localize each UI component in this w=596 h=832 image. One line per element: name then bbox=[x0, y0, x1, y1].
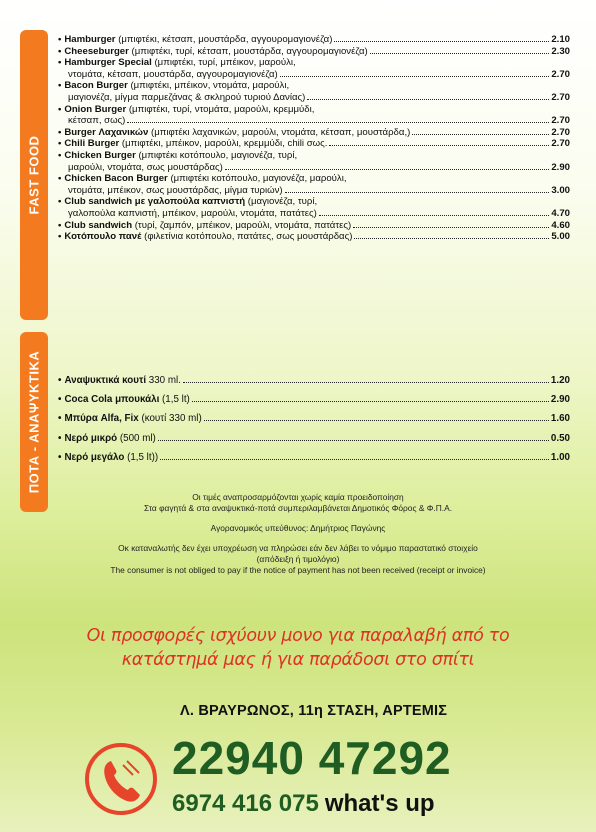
menu-item-name: Hamburger bbox=[64, 34, 116, 45]
food-menu-list bbox=[58, 34, 570, 243]
menu-item bbox=[58, 173, 570, 196]
drink-item-line bbox=[58, 390, 570, 409]
dot-leader bbox=[329, 145, 549, 146]
menu-item-name: Hamburger Special bbox=[64, 57, 152, 69]
drinks-section-band bbox=[20, 332, 48, 512]
bullet-icon: • bbox=[58, 173, 62, 185]
menu-item-desc: (μπιφτέκι, τυρί, ντομάτα, μαρούλι, κρεμμύδι, bbox=[126, 103, 315, 115]
bullet-icon: • bbox=[58, 45, 62, 57]
bullet-icon: • bbox=[58, 34, 62, 45]
mobile-number-line bbox=[172, 789, 435, 819]
menu-item-line bbox=[58, 92, 570, 104]
menu-item-line bbox=[58, 34, 570, 46]
menu-item bbox=[58, 127, 570, 139]
menu-item-text bbox=[58, 46, 368, 58]
menu-item-name: Club sandwich bbox=[64, 219, 133, 231]
menu-item-price: 2.30 bbox=[551, 45, 570, 57]
note-receipt-greek: Οκ καταναλωτής δεν έχει υποχρέωση να πληρώσει εάν δεν λάβει το νόμιμο παραστατικό στοιχείο bbox=[118, 543, 478, 553]
dot-leader bbox=[183, 382, 549, 383]
drinks-menu-list bbox=[58, 371, 570, 467]
bullet-icon: • bbox=[58, 103, 62, 115]
menu-item-name: Cheeseburger bbox=[64, 45, 129, 57]
phone-number[interactable]: 22940 47292 bbox=[172, 732, 452, 784]
drink-item-line bbox=[58, 448, 570, 467]
bullet-icon: • bbox=[58, 413, 62, 425]
menu-item-desc: (φιλετίνια κοτόπουλο, πατάτες, σως μουστάρδας) bbox=[141, 231, 353, 243]
drink-item-text bbox=[58, 429, 156, 448]
dot-leader bbox=[160, 459, 549, 460]
note-prices: Οι τιμές αναπροσαρμόζονται χωρίς καμία προειδοποίηση bbox=[192, 492, 404, 502]
menu-item-text bbox=[58, 196, 317, 208]
drink-item-text bbox=[58, 409, 202, 428]
dot-leader bbox=[307, 99, 549, 100]
menu-item-desc: (τυρί, ζαμπόν, μπέικον, μαρούλι, ντομάτα, πατάτες) bbox=[132, 219, 352, 231]
drink-item-desc: 330 ml. bbox=[146, 375, 181, 386]
drink-item-name: Μπύρα Alfa, Fix bbox=[64, 413, 139, 425]
drink-item bbox=[58, 371, 570, 390]
drink-item-name: Νερό μεγάλο bbox=[64, 451, 125, 463]
bullet-icon: • bbox=[58, 80, 62, 92]
dot-leader bbox=[158, 440, 549, 441]
dot-leader bbox=[319, 215, 549, 216]
menu-item-price: 2.70 bbox=[551, 91, 570, 103]
offer-line-2: κατάστημά μας ή για παράδοσι στο σπίτι bbox=[121, 650, 475, 670]
menu-item-line bbox=[58, 115, 570, 127]
drink-item-desc: (1,5 lt) bbox=[159, 394, 190, 406]
menu-item-desc-cont: ντομάτα, μπέικον, σως μουστάρδας, μίγμα τυριών) bbox=[68, 184, 283, 196]
mobile-number[interactable]: 6974 416 075 bbox=[172, 790, 319, 817]
drink-item-price: 1.00 bbox=[550, 451, 570, 463]
dot-leader bbox=[370, 53, 550, 54]
bullet-icon: • bbox=[58, 138, 62, 150]
dot-leader bbox=[334, 41, 549, 42]
menu-item bbox=[58, 231, 570, 243]
menu-item-desc: (μπιφτέκι κοτόπουλο, μαγιονέζα, τυρί, bbox=[135, 149, 298, 161]
menu-item bbox=[58, 220, 570, 232]
drink-item-price: 0.50 bbox=[550, 432, 570, 444]
bullet-icon: • bbox=[58, 394, 62, 406]
drink-item-desc: (500 ml) bbox=[117, 432, 156, 444]
drink-item-desc: (κουτί 330 ml) bbox=[138, 413, 202, 425]
dot-leader bbox=[354, 238, 549, 239]
menu-item-line bbox=[58, 208, 570, 220]
dot-leader bbox=[285, 192, 550, 193]
menu-item-line bbox=[58, 127, 570, 139]
menu-item-price: 2.70 bbox=[551, 68, 570, 80]
dot-leader bbox=[127, 122, 549, 123]
menu-item-text bbox=[58, 138, 327, 150]
menu-item bbox=[58, 57, 570, 80]
drink-item-price: 1.20 bbox=[550, 375, 570, 386]
menu-item-line bbox=[58, 173, 570, 185]
drinks-section-title: ΠΟΤΑ - ΑΝΑΨΥΚΤΙΚΑ bbox=[26, 350, 42, 494]
note-responsible: Αγορανομικός υπεύθυνος: Δημήτριος Παγώνης bbox=[210, 523, 386, 533]
menu-item-desc: (μπιφτέκι κοτόπουλο, μαγιονέζα, μαρούλι, bbox=[167, 173, 347, 185]
bullet-icon: • bbox=[58, 375, 62, 386]
note-receipt-greek-2: (απόδειξη ή τιμολόγιο) bbox=[256, 554, 340, 564]
menu-item-desc-cont: ντομάτα, κέτσαπ, μουστάρδα, αγγουρομαγιονέζα) bbox=[68, 68, 278, 80]
menu-item-price: 2.10 bbox=[551, 34, 570, 45]
menu-item-desc: (μπιφτέκι, μπέικον, ντομάτα, μαρούλι, bbox=[127, 80, 290, 92]
menu-item-text bbox=[58, 173, 347, 185]
menu-item-name: Onion Burger bbox=[64, 103, 127, 115]
menu-item-line bbox=[58, 46, 570, 58]
drink-item-text bbox=[58, 371, 181, 390]
menu-item-desc: (μαγιονέζα, τυρί, bbox=[245, 196, 318, 208]
drink-item bbox=[58, 429, 570, 448]
menu-item-name: Κοτόπουλο πανέ bbox=[64, 231, 142, 243]
menu-item-name: Chicken Burger bbox=[64, 149, 136, 161]
menu-item-desc-cont: γαλοπούλα καπνιστή, μπέικον, μαρούλι, ντομάτα, πατάτες) bbox=[68, 207, 317, 219]
menu-item-price: 2.70 bbox=[551, 115, 570, 127]
note-receipt-english: The consumer is not obliged to pay if the notice of payment has not been received (receipt or invoice) bbox=[110, 565, 486, 575]
menu-item-name: Bacon Burger bbox=[64, 80, 128, 92]
menu-item-text bbox=[58, 104, 314, 116]
bullet-icon: • bbox=[58, 231, 62, 243]
menu-item bbox=[58, 150, 570, 173]
dot-leader bbox=[192, 401, 549, 402]
drink-item-name: Coca Cola μπουκάλι bbox=[64, 394, 160, 406]
dot-leader bbox=[353, 227, 549, 228]
menu-item-price: 4.70 bbox=[551, 207, 570, 219]
menu-item-name: Chili Burger bbox=[64, 138, 120, 150]
bullet-icon: • bbox=[58, 451, 62, 463]
menu-item-line bbox=[58, 69, 570, 81]
menu-item-desc-cont: μαγιονέζα, μίγμα παρμεζάνας & σκληρού τυριού Δανίας) bbox=[68, 91, 306, 103]
store-address: Λ. ΒΡΑΥΡΩΝΟΣ, 11η ΣΤΑΣΗ, ΑΡΤΕΜΙΣ bbox=[180, 703, 448, 719]
menu-item-text bbox=[58, 150, 297, 162]
drink-item-desc: (1,5 lt)) bbox=[124, 451, 159, 463]
menu-item-line bbox=[58, 138, 570, 150]
menu-item-line bbox=[58, 150, 570, 162]
menu-item-text bbox=[58, 127, 410, 139]
menu-item-desc: (μπιφτέκι, τυρί, μπέικον, μαρούλι, bbox=[151, 57, 296, 69]
phone-icon bbox=[85, 743, 157, 815]
drink-item-price: 2.90 bbox=[550, 394, 570, 406]
menu-item bbox=[58, 34, 570, 46]
legal-notes bbox=[0, 492, 596, 576]
dot-leader bbox=[280, 76, 550, 77]
fast-food-section-band bbox=[20, 30, 48, 320]
drink-item-line bbox=[58, 371, 570, 390]
menu-item-text bbox=[58, 57, 296, 69]
menu-item bbox=[58, 104, 570, 127]
menu-item-price: 2.70 bbox=[551, 126, 570, 138]
dot-leader bbox=[204, 420, 549, 421]
drink-item-line bbox=[58, 409, 570, 428]
drink-item bbox=[58, 390, 570, 409]
drink-item-name: Νερό μικρό bbox=[64, 432, 118, 444]
dot-leader bbox=[412, 134, 549, 135]
menu-item-desc-cont: κέτσαπ, σως) bbox=[68, 115, 126, 127]
menu-item-desc: (μπιφτέκι λαχανικών, μαρούλι, ντομάτα, κέτσαπ, μουστάρδα,) bbox=[148, 126, 411, 138]
drink-item bbox=[58, 409, 570, 428]
offer-banner bbox=[0, 624, 596, 672]
dot-leader bbox=[225, 169, 549, 170]
bullet-icon: • bbox=[58, 149, 62, 161]
menu-item bbox=[58, 138, 570, 150]
menu-item-line bbox=[58, 220, 570, 232]
menu-item-line bbox=[58, 196, 570, 208]
drink-item bbox=[58, 448, 570, 467]
menu-item bbox=[58, 46, 570, 58]
menu-item-price: 3.00 bbox=[551, 184, 570, 196]
menu-item-text bbox=[58, 34, 332, 46]
menu-item-price: 2.70 bbox=[551, 138, 570, 150]
menu-item-name: Chicken Bacon Burger bbox=[64, 173, 168, 185]
menu-item-price: 2.90 bbox=[551, 161, 570, 173]
menu-item-desc: (μπιφτέκι, τυρί, κέτσαπ, μουστάρδα, αγγουρομαγιονέζα) bbox=[128, 45, 368, 57]
menu-item-line bbox=[58, 162, 570, 174]
menu-item-desc: (μπιφτέκι, μπέικον, μαρούλι, κρεμμύδι, chili σως. bbox=[119, 138, 328, 150]
menu-item bbox=[58, 80, 570, 103]
bullet-icon: • bbox=[58, 126, 62, 138]
menu-item-name: Club sandwich με γαλοπούλα καπνιστή bbox=[64, 196, 246, 208]
drink-item-text bbox=[58, 390, 190, 409]
note-taxes: Στα φαγητά & στα αναψυκτικά-ποτά συμπεριλαμβάνεται Δημοτικός Φόρος & Φ.Π.Α. bbox=[143, 503, 453, 513]
bullet-icon: • bbox=[58, 57, 62, 69]
menu-item-text bbox=[58, 231, 352, 243]
menu-item-line bbox=[58, 80, 570, 92]
menu-item-price: 4.60 bbox=[551, 219, 570, 231]
menu-item-text bbox=[58, 220, 351, 232]
fast-food-section-title: FAST FOOD bbox=[26, 135, 42, 215]
menu-item-price: 5.00 bbox=[551, 231, 570, 243]
menu-item-line bbox=[58, 104, 570, 116]
menu-item-line bbox=[58, 231, 570, 243]
whatsapp-label: what's up bbox=[324, 790, 435, 817]
menu-item-desc: (μπιφτέκι, κέτσαπ, μουστάρδα, αγγουρομαγιονέζα) bbox=[115, 34, 333, 45]
menu-item-line bbox=[58, 185, 570, 197]
bullet-icon: • bbox=[58, 196, 62, 208]
drink-item-line bbox=[58, 429, 570, 448]
menu-item-line bbox=[58, 57, 570, 69]
offer-line-1: Οι προσφορές ισχύουν μονο για παραλαβή από το bbox=[86, 626, 510, 646]
drink-item-price: 1.60 bbox=[550, 413, 570, 425]
drink-item-name: Αναψυκτικά κουτί bbox=[64, 375, 147, 386]
menu-item-text bbox=[58, 80, 289, 92]
menu-item bbox=[58, 196, 570, 219]
bullet-icon: • bbox=[58, 432, 62, 444]
menu-item-desc-cont: μαρούλι, ντομάτα, σως μουστάρδας) bbox=[68, 161, 223, 173]
bullet-icon: • bbox=[58, 219, 62, 231]
menu-item-name: Burger Λαχανικών bbox=[64, 126, 149, 138]
drink-item-text bbox=[58, 448, 158, 467]
